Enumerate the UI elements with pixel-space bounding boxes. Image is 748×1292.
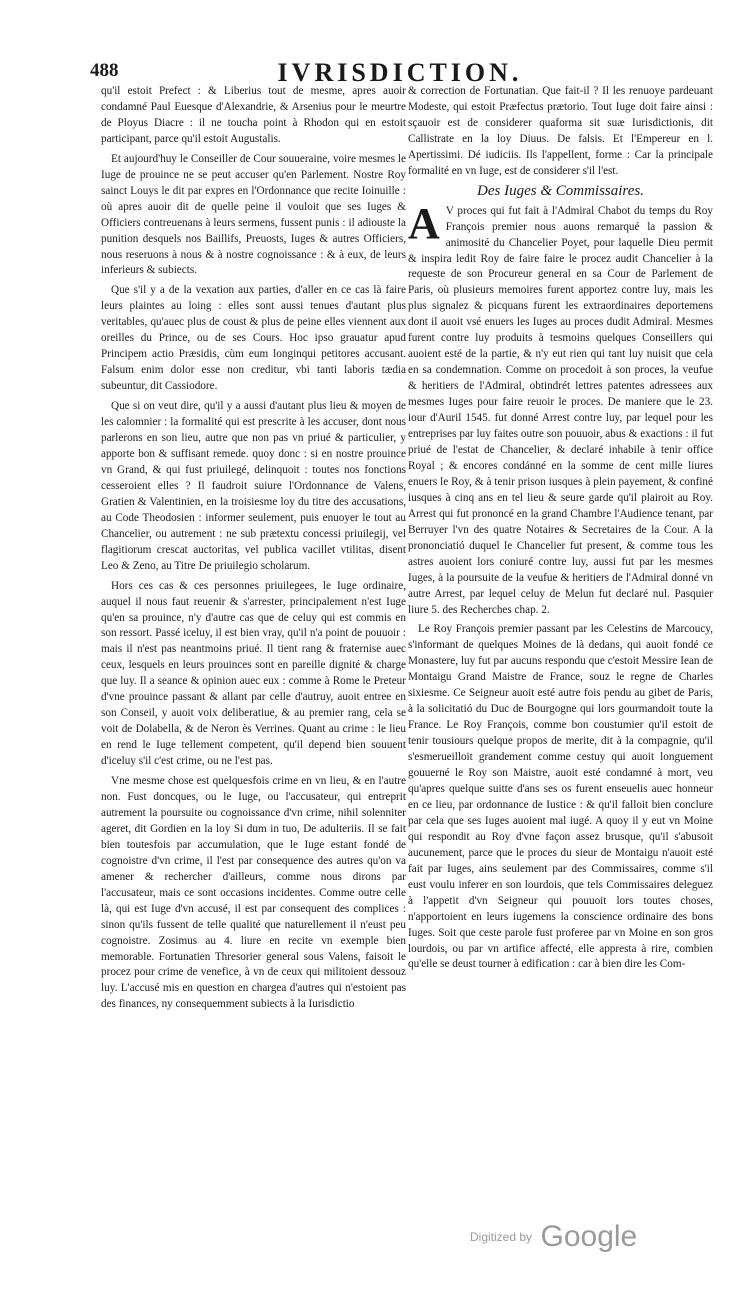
running-title: IVRISDICTION. — [277, 58, 523, 87]
page-number: 488 — [90, 60, 119, 81]
page-header — [90, 60, 710, 86]
paragraph: & correction de Fortunatian. Que fait-il ? Il les renuoye pardeuant Modeste, qui estoit Præfectus prætorio. Tout Iuge doit faire ainsi : sçauoir est de considerer quaforma sit suæ Iurisdictionis, dit Callistrate en la loy Diuus. De falsis. Et l'Empereur en l. Apertissimi. Dé iudiciis. Ils l'appellent, forme : Car la principale formalité en vn Iuge, est de considerer s'il l'est. — [408, 85, 713, 177]
digitized-watermark — [470, 1220, 637, 1254]
paragraph-text: V proces qui fut fait à l'Admiral Chabot du temps du Roy François premier nous auons remarqué la passion & animosité du Chancelier Poyet, pour laquelle Dieu permit & inspira ledit Roy de faire faire le procez audit Chancelier à la requeste de son Procureur general en sa Cour de Parlement de Paris, où plusieurs memoires furent apportez contre luy, mais les plus signalez & picquans furent les extraordinaires deportemens dont il auoit vsé enuers les Iuges au proces dudit Admiral. Mesmes furent contre luy produits à tesmoins quelques Conseillers qui auoient esté de la partie, & n'y eut rien qui tant luy nuisit que cela en sa condemnation. Comme on procedoit à son proces, la veufue & heritiers de l'Admiral, obtindrét lettres patentes adressees aux mesmes Iuges pour faire reuoir le proces. De maniere que le 23. iour d'Auril 1545. fut donné Arrest contre luy, par lequel pour les entreprises par luy faites outre son pouuoir, abus & exactions : il fut priué de l'estat de Chancelier, & declaré inhabile à tenir office Royal ; & encores condánné en la somme de cent mille liures enuers le Roy, & à tenir prison iusques à plein payement, & confiné iusques à cinq ans en tel lieu & seure garde qu'il plairoit au Roy. Arrest qui fut prononcé en la grand Chambre l'Audience tenant, par Berruyer l'vn des quatre Notaires & Secretaires de la Cour. A la prononciatió duquel le Chancelier fut present, & comme tous les astres auoient lors coniuré contre luy, aussi fut par les mesmes Iuges, à la poursuite de la veufue & heritiers de l'Admiral donné vn autre Arrest, par lequel celuy de Melun fut declaré nul. Pasquier liure 5. des Recherches chap. 2. — [408, 204, 713, 616]
paragraph: qu'il estoit Prefect : & Liberius tout de mesme, apres auoir condamné Paul Euesque d'Alexandrie, & Arsenius pour le meurtre de Ployus Diacre : il ne toucha point à Rhodon qui en estoit participant, parce qu'il estoit Augustalis. — [101, 85, 406, 145]
paragraph: Et aujourd'huy le Conseiller de Cour souueraine, voire mesmes le Iuge de prouince ne se peut accuser qu'en Parlement. Nostre Roy sainct Louys le dit par expres en l'Ordonnance que recite Ioinuille : où apres auoir dit de quelle peine il vouloit que ses Iuges & Officiers contreuenans à leurs sermens, fussent punis : il adiouste la punition desquels nos Baillifs, Preuosts, Iuges & autres Officiers, nous reseruons à nous & à nostre cognoissance : & à eux, de leurs inferieurs & subiects. — [101, 152, 406, 277]
watermark-prefix: Digitized by — [470, 1230, 533, 1244]
paragraph: Que s'il y a de la vexation aux parties, d'aller en ce cas là faire leurs plaintes au loing : elles sont aussi tenues d'autant plus veritables, qu'auec plus de coust & plus de peine elles viennent aux oreilles du Prince, ou de ses Cours. Hoc ipso grauatur apud Principem actio Præsidis, cùm eum longinqui petitores accusant. Falsum enim dolor esse non creditur, vbi tanti laboris tædia subeuntur, dit Cassiodore. — [101, 284, 406, 393]
section-title: Des Iuges & Commissaires. — [477, 182, 644, 199]
paragraph: Que si on veut dire, qu'il y a aussi d'autant plus lieu & moyen de les calomnier : la formalité qui est prescrite à les accuser, dont nous parlerons en son lieu, autre que non pas vn priué & particulier, y apporte bon & suffisant remede. quoy donc : si en nostre prouince vn Grand, & qui fust priuilegé, delinquoit : toutes nos fonctions cesseroient elles ? Il faudroit suiure l'Ordonnance de Valens, Gratien & Valentinien, en la troisiesme loy du titre des accusations, au Code Theodosien : informer seulement, puis enuoyer le tout au Chancelier, ou autrement : ne sub prætextu concessi priuilegij, vel flagitiorum crescat auctoritas, vel publica vacillet vtilitas, disent Leo & Zeno, au Titre De priuilegio scholarum. — [101, 400, 406, 572]
right-column — [408, 84, 713, 977]
paragraph: Le Roy François premier passant par les Celestins de Marcoucy, s'informant de quelques Moines de là dedans, qui auoit fondé ce Monastere, luy fut par aucuns respondu que c'estoit Messire Iean de Montaigu Grand Maistre de France, souz le regne de Charles sixiesme. Ce Seigneur auoit esté autre fois pendu au gibet de Paris, à la solicitatió du Duc de Bourgogne qui lors gourmandoit toute la France. Le Roy François, comme bon coustumier qu'il estoit de tenir tousiours quelque propos de merite, dit à la compagnie, qu'il s'esmerueilloit grandement comme cestuy qui auoit longuement gouuerné le Roy son Maistre, auoit esté condamné à mort, veu qu'apres quelque suitte d'ans ses os furent enseuelis auec honneur en ce lieu, par ordonnance de Iustice : & qu'il falloit bien conclure par cela que ses Iuges auoient mal iugé. A quoy il y eut vn Moine qui respondit au Roy d'vne façon assez brusque, qu'il s'abusoit aucunement, parce que le proces du sieur de Montaigu n'auoit esté fait par Iuges, ains seulement par des Commissaires, comme s'il eust voulu inferer en son lourdois, que tels Commissaires deleguez à l'appetit d'vn Seigneur qui pouuoit lors toutes choses, n'apportoient en leurs iugemens la conscience ordinaire des bons Iuges. Soit que ceste parole fust proferee par vn Moine en son gros lourdois, ou par vn artifice affecté, elle appresta à rire, combien qu'elle se deust tourner à edification : car à bien dire les Com- — [408, 623, 713, 971]
paragraph: Vne mesme chose est quelquesfois crime en vn lieu, & en l'autre non. Fust doncques, ou le Iuge, ou l'accusateur, qui entreprit autrement la poursuite ou cognoissance d'vn crime, nihil solenniter ageret, dit Gordien en la loy Si dum in tuo, De adulteriis. Il se fait bien toutesfois par accumulation, que le Iuge estant fondé de cognoistre d'vn crime, il l'est par consequence des autres qu'on va amener & rechercher d'ailleurs, comme nous dirons par l'accusateur, mais ce sont occasions incidentes. Comme outre celle là, qui est Iuge d'vn accusé, il est par consequent des complices : sinon qu'ils fussent de telle qualité que naturellement il n'eust peu cognoistre. Zosimus au 4. liure en recite vn exemple bien memorable. Fortunatien Thresorier general sous Valens, faisoit le procez pour crime de venefice, à vn de ceux qui militoient dessouz luy. L'accusé mis en question en chargea d'autres qui n'estoient pas des finances, ny consequemment subiects à la Iurisdictio — [101, 775, 406, 1011]
drop-cap: A — [408, 198, 440, 248]
paragraph — [408, 198, 713, 619]
left-column — [101, 84, 406, 1017]
paragraph: Hors ces cas & ces personnes priuilegees, le Iuge ordinaire, auquel il nous faut reuenir & s'arrester, principalement n'est Iuge qu'en sa prouince, n'y d'autre cas que de celuy qui est commis en son ressort. Passé iceluy, il est bien vray, qu'il n'a point de pouuoir : mais il n'est pas neantmoins priué. Il tient rang & fraternise auec ceux, lesquels en leurs prouinces sont en pareille dignité & charge que luy. Il a seance & opinion auec eux : comme à Rome le Preteur d'vne prouince passant & allant par celle d'autruy, auoit entree en son Conseil, y auoit voix deliberatiue, & au premier rang, cela se voit de Dolabella, & de Neron ès Verrines. Quant au crime : le lieu en rend le Iuge tellement competent, qu'il depend bien souuent d'iceluy s'il c'est crime, ou ne l'est pas. — [101, 579, 406, 768]
google-logo: Google — [540, 1220, 638, 1253]
